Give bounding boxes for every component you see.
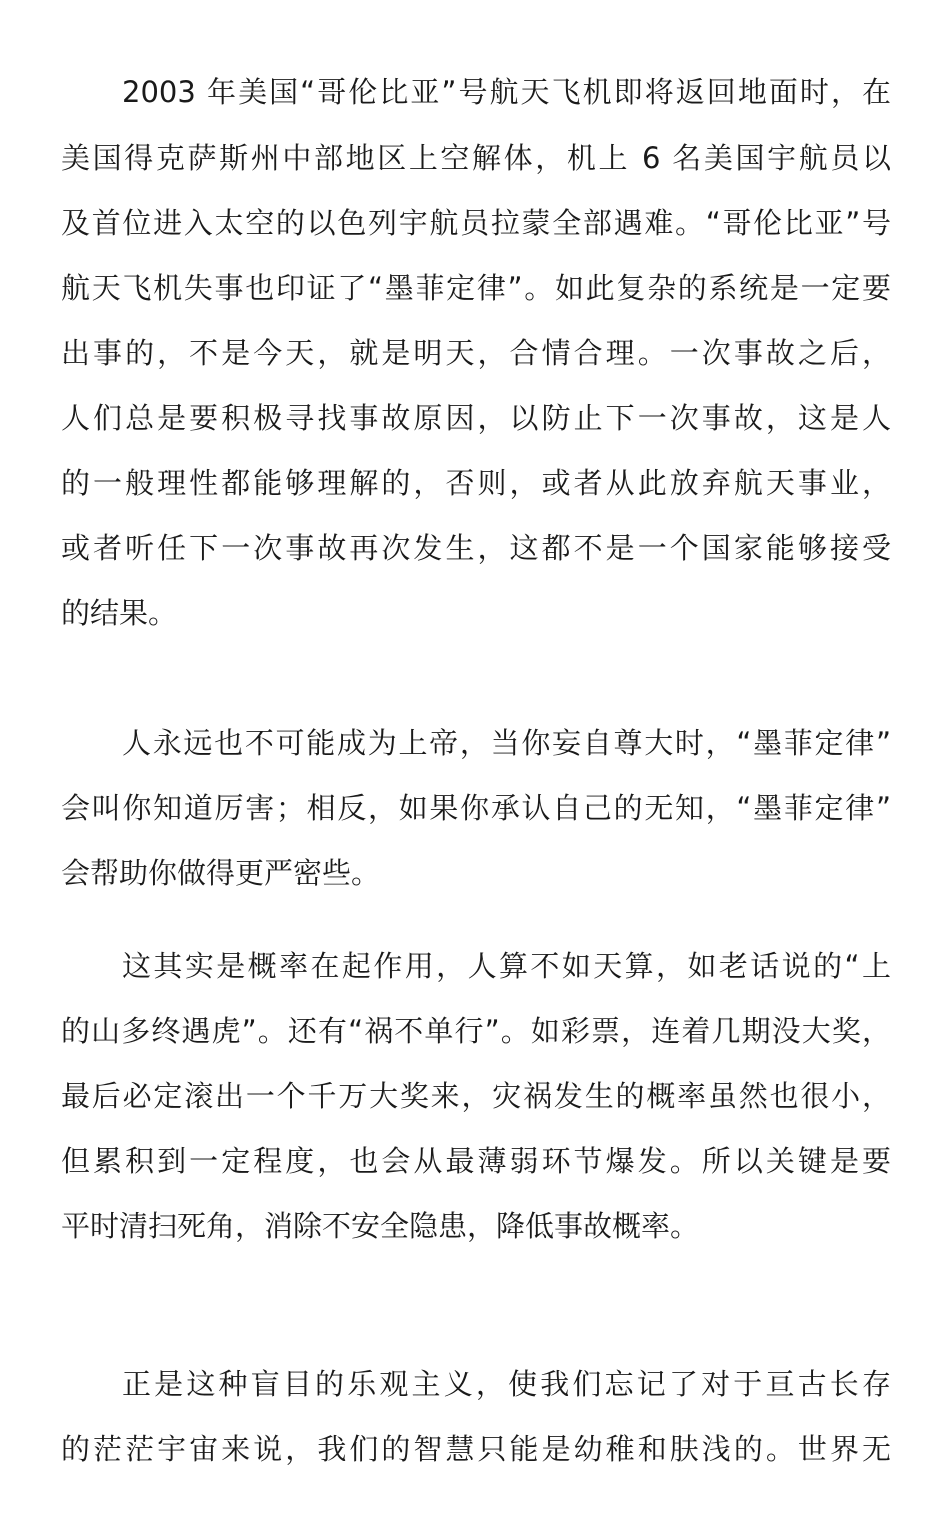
paragraph-line: 的结果。	[61, 596, 178, 630]
paragraph-line: 人永远也不可能成为上帝，当你妄自尊大时，“墨菲定律”	[122, 726, 891, 760]
paragraph-line: 出事的，不是今天，就是明天，合情合理。一次事故之后，	[61, 336, 891, 370]
paragraph-line: 平时清扫死角，消除不安全隐患，降低事故概率。	[61, 1209, 700, 1243]
paragraph-line: 人们总是要积极寻找事故原因，以防止下一次事故，这是人	[61, 401, 891, 435]
paragraph-line: 这其实是概率在起作用，人算不如天算，如老话说的“上	[122, 949, 891, 983]
paragraph-line: 的山多终遇虎”。还有“祸不单行”。如彩票，连着几期没大奖，	[61, 1014, 891, 1048]
paragraph-line: 最后必定滚出一个千万大奖来，灾祸发生的概率虽然也很小，	[61, 1079, 891, 1113]
paragraph-line: 会叫你知道厉害；相反，如果你承认自己的无知，“墨菲定律”	[61, 791, 891, 825]
paragraph-line: 及首位进入太空的以色列宇航员拉蒙全部遇难。“哥伦比亚”号	[61, 206, 891, 240]
paragraph-line: 的茫茫宇宙来说，我们的智慧只能是幼稚和肤浅的。世界无	[61, 1432, 891, 1466]
paragraph-line: 的一般理性都能够理解的，否则，或者从此放弃航天事业，	[61, 466, 891, 500]
paragraph-line: 2003 年美国“哥伦比亚”号航天飞机即将返回地面时，在	[122, 75, 891, 109]
paragraph-line: 美国得克萨斯州中部地区上空解体，机上 6 名美国宇航员以	[61, 141, 891, 175]
paragraph-line: 正是这种盲目的乐观主义，使我们忘记了对于亘古长存	[122, 1367, 891, 1401]
paragraph-line: 会帮助你做得更严密些。	[61, 856, 381, 890]
paragraph-line: 或者听任下一次事故再次发生，这都不是一个国家能够接受	[61, 531, 891, 565]
paragraph-line: 但累积到一定程度，也会从最薄弱环节爆发。所以关键是要	[61, 1144, 891, 1178]
paragraph-line: 航天飞机失事也印证了“墨菲定律”。如此复杂的系统是一定要	[61, 271, 891, 305]
